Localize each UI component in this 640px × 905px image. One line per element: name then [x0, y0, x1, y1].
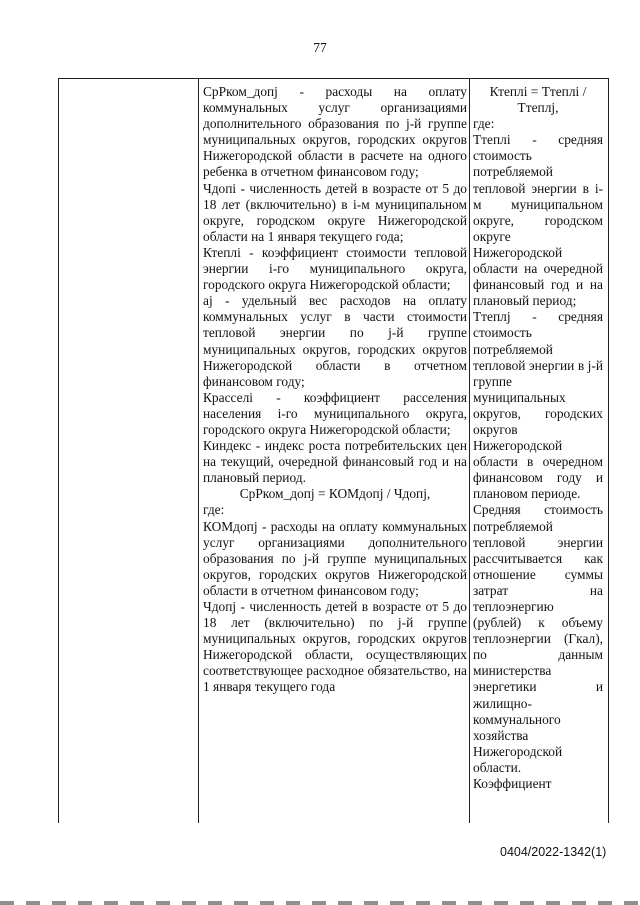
definition-kindex: Киндекс - индекс роста потребительских цен на текущий, очередной финансовый год и на плановый период.: [203, 438, 467, 486]
document-number: 0404/2022-1342(1): [500, 845, 607, 859]
definition-tteplі: Ттеплi - средняя стоимость потребляемой тепловой энергии в i-м муниципальном округе, городском округе Нижегородской области на очередной финансовый год и на плановый период;: [473, 132, 603, 309]
definition-tteplj: Ттеплj - средняя стоимость потребляемой тепловой энергии в j-й группе муниципальных округов, городских округов Нижегородской области в очередном финансовом году и плановом периоде.: [473, 309, 603, 502]
table-right-border: [608, 78, 609, 823]
coefficient-notes-column: [473, 84, 603, 792]
average-cost-note: Средняя стоимость потребляемой тепловой энергии рассчитывается как отношение суммы затрат на теплоэнергию (рублей) к объему теплоэнергии (Гкал), по данным министерства энергетики и жилищно-коммунального хозяйства Нижегородской области.: [473, 502, 603, 775]
coefficient-continuation: Коэффициент: [473, 776, 552, 792]
formula-ktepl: Ктеплi = Ттеплi / Ттеплj,: [489, 84, 587, 116]
table-left-border: [58, 78, 59, 823]
column-divider-1: [198, 78, 199, 823]
where-label-right: где:: [473, 116, 495, 132]
definition-ktepl: Ктеплi - коэффициент стоимости тепловой энергии i-го муниципального округа, городского округа Нижегородской области;: [203, 244, 467, 293]
column-divider-2: [469, 78, 470, 823]
definition-aj: аj - удельный вес расходов на оплату коммунальных услуг в части стоимости тепловой энергии по j-й группе муниципальных округов, городских округов Нижегородской области в отчетном финансовом году;: [203, 293, 467, 389]
definition-srrkom-dop: СрРком_допj - расходы на оплату коммунальных услуг организациями дополнительного образования по j-й группе муниципальных округов, городских округов Нижегородской области в расчете на одного ребенка в отчетном финансовом году;: [203, 84, 467, 180]
scan-edge-artifact: [0, 901, 640, 905]
definition-chdop-j: Чдопj - численность детей в возрасте от 5 до 18 лет (включительно) по j-й группе муниципальных округов, городских округов Нижегородской области, осуществляющих соответствующее расходное обязательство, на 1 января текущего года: [203, 599, 467, 695]
definition-krassel: Красселi - коэффициент расселения населения i-го муниципального округа, городского округа Нижегородской области;: [203, 389, 467, 437]
page-number: 77: [313, 40, 327, 55]
formula-srrkom-dop: СрРком_допj = КОМдопj / Чдопj,: [239, 486, 431, 502]
definition-komdop: КОМдопj - расходы на оплату коммунальных услуг организациями дополнительного образования по j-й группе муниципальных округов, городских округов Нижегородской области в отчетном финансовом году;: [203, 518, 467, 598]
where-label: где:: [203, 502, 225, 518]
formula-definitions-column: [203, 84, 467, 696]
table-top-border: [58, 78, 608, 79]
definition-chdop-i: Чдопi - численность детей в возрасте от 5 до 18 лет (включительно) в i-м муниципальном округе, городском округе Нижегородской области на 1 января текущего года;: [203, 180, 467, 244]
